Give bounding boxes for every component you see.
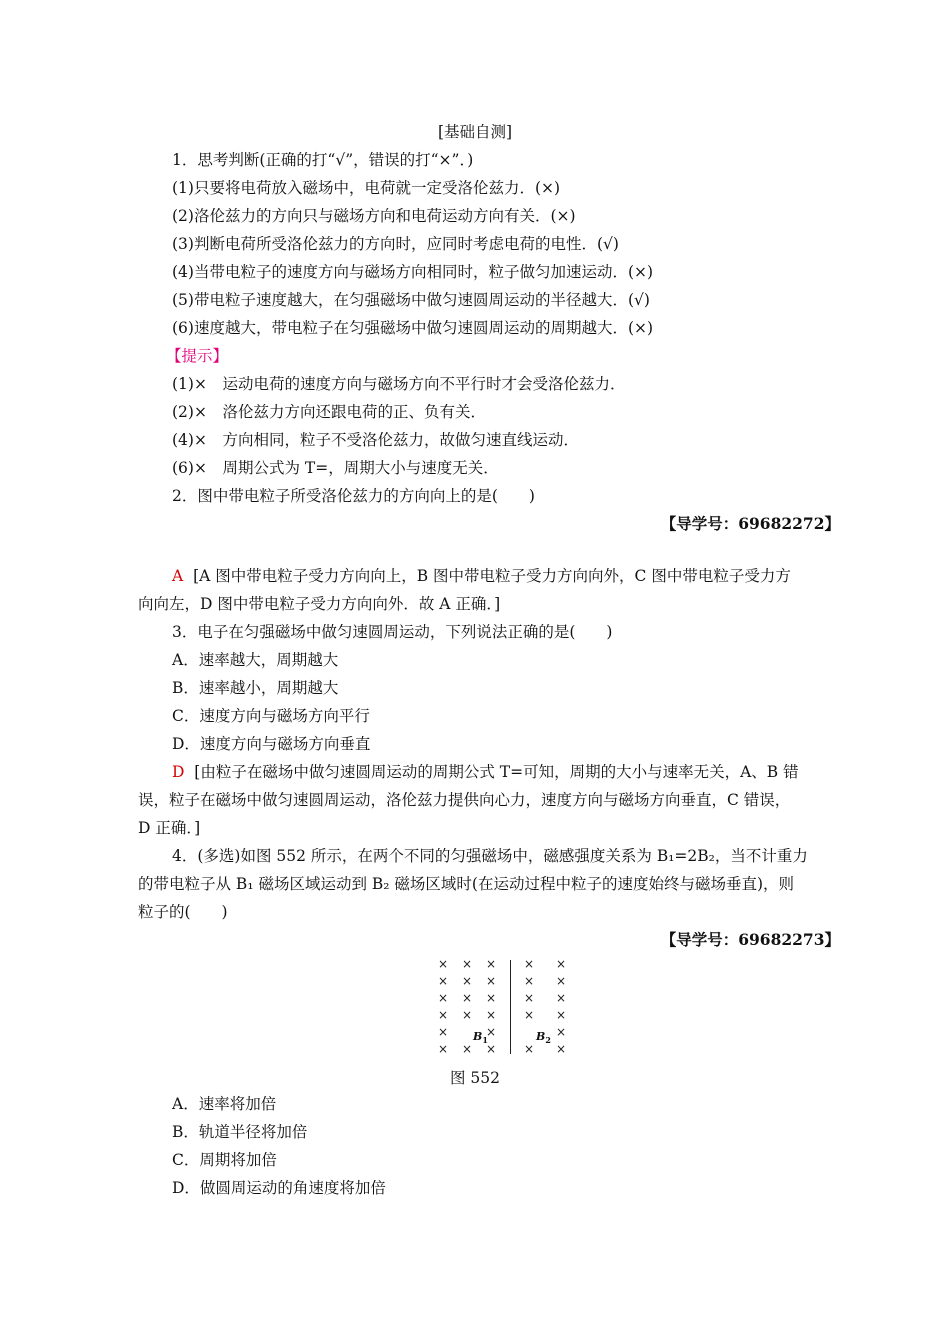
q1-item-4: (4)当带电粒子的速度方向与磁场方向相同时，粒子做匀加速运动．(×): [172, 263, 654, 281]
q3-answer-line-2: 误，粒子在磁场中做匀速圆周运动，洛伦兹力提供向心力，速度方向与磁场方向垂直，C 错误，: [138, 791, 791, 809]
field-cross-b1: ×: [486, 957, 497, 971]
field-cross-b1: ×: [438, 957, 449, 971]
field-cross-b1: ×: [462, 974, 473, 988]
hint-label: 【提示】: [166, 347, 229, 365]
field-cross-b2: ×: [556, 957, 567, 971]
field-cross-b1: ×: [486, 1008, 497, 1022]
field-cross-b1: ×: [438, 1008, 449, 1022]
field-cross-b1: ×: [438, 1025, 449, 1039]
field-b2-label: $B_2$: [536, 1030, 551, 1046]
q3-answer-text-1: [由粒子在磁场中做匀速圆周运动的周期公式 T=可知，周期的大小与速率无关，A、B 错: [194, 763, 799, 781]
q3-answer-letter: D: [172, 763, 185, 781]
hint-2: (2)× 洛伦兹力方向还跟电荷的正、负有关．: [172, 403, 486, 421]
hint-4: (6)× 周期公式为 T=，周期大小与速度无关．: [172, 459, 499, 477]
q2-stem: 2．图中带电粒子所受洛伦兹力的方向向上的是( ): [172, 487, 535, 505]
q1-item-1: (1)只要将电荷放入磁场中，电荷就一定受洛伦兹力．(×): [172, 179, 561, 197]
q3-answer-line-1: [172, 762, 799, 782]
q4-option-c: C．周期将加倍: [172, 1151, 277, 1169]
field-cross-b1: ×: [486, 1042, 497, 1056]
field-cross-b2: ×: [556, 974, 567, 988]
field-cross-b1: ×: [438, 974, 449, 988]
field-cross-b2: ×: [524, 957, 535, 971]
field-cross-b2: ×: [556, 991, 567, 1005]
figure-caption: 图 552: [449, 1069, 500, 1087]
field-cross-b2: ×: [524, 1042, 535, 1056]
q2-answer-line-1: [172, 566, 791, 586]
field-cross-b2: ×: [556, 1025, 567, 1039]
q4-option-d: D．做圆周运动的角速度将加倍: [172, 1179, 386, 1197]
q3-stem: 3．电子在匀强磁场中做匀速圆周运动，下列说法正确的是( ): [172, 623, 613, 641]
field-b1-label: $B_1$: [473, 1030, 488, 1046]
field-cross-b2: ×: [556, 1008, 567, 1022]
field-cross-b1: ×: [462, 957, 473, 971]
q3-option-c: C．速度方向与磁场方向平行: [172, 707, 370, 725]
q1-stem: 1．思考判断(正确的打“√”，错误的打“×”．): [172, 151, 474, 169]
q1-item-2: (2)洛伦兹力的方向只与磁场方向和电荷运动方向有关．(×): [172, 207, 576, 225]
q3-option-d: D．速度方向与磁场方向垂直: [172, 735, 371, 753]
q4-option-a: A．速率将加倍: [172, 1095, 277, 1113]
q4-option-b: B．轨道半径将加倍: [172, 1123, 308, 1141]
q4-stem-line-2: 的带电粒子从 B₁ 磁场区域运动到 B₂ 磁场区域时(在运动过程中粒子的速度始终与磁场垂直)，则: [138, 875, 795, 893]
field-cross-b1: ×: [462, 1008, 473, 1022]
field-cross-b1: ×: [438, 991, 449, 1005]
field-cross-b1: ×: [486, 1025, 497, 1039]
q3-answer-line-3: D 正确．]: [138, 819, 201, 837]
q3-option-b: B．速率越小，周期越大: [172, 679, 339, 697]
q4-guide-number: 【导学号：69682273】: [660, 930, 840, 949]
field-cross-b2: ×: [556, 1042, 567, 1056]
q1-item-6: (6)速度越大，带电粒子在匀强磁场中做匀速圆周运动的周期越大．(×): [172, 319, 654, 337]
q2-answer-letter: A: [172, 567, 184, 585]
q3-option-a: A．速率越大，周期越大: [172, 651, 339, 669]
q4-stem-line-1: 4．(多选)如图 552 所示，在两个不同的匀强磁场中，磁感强度关系为 B₁=2B₂，当不计重力: [172, 847, 808, 865]
field-cross-b1: ×: [462, 991, 473, 1005]
field-cross-b1: ×: [486, 991, 497, 1005]
hint-1: (1)× 运动电荷的速度方向与磁场方向不平行时才会受洛伦兹力．: [172, 375, 626, 393]
field-cross-b1: ×: [438, 1042, 449, 1056]
q1-item-3: (3)判断电荷所受洛伦兹力的方向时，应同时考虑电荷的电性．(√): [172, 235, 619, 253]
field-cross-b2: ×: [524, 991, 535, 1005]
section-title: [基础自测]: [437, 123, 513, 141]
field-cross-b1: ×: [486, 974, 497, 988]
field-cross-b2: ×: [524, 1008, 535, 1022]
q2-answer-line-2: 向向左，D 图中带电粒子受力方向向外．故 A 正确．]: [138, 595, 501, 613]
q4-stem-line-3: 粒子的( ): [138, 903, 228, 921]
field-boundary-line: [510, 960, 511, 1054]
q1-item-5: (5)带电粒子速度越大，在匀强磁场中做匀速圆周运动的半径越大．(√): [172, 291, 650, 309]
hint-3: (4)× 方向相同，粒子不受洛伦兹力，故做匀速直线运动．: [172, 431, 579, 449]
q2-guide-number: 【导学号：69682272】: [660, 514, 840, 533]
q2-answer-text-1: [A 图中带电粒子受力方向向上，B 图中带电粒子受力方向向外，C 图中带电粒子受力方: [193, 567, 791, 585]
field-cross-b1: ×: [462, 1042, 473, 1056]
magnetic-field-figure: [438, 958, 570, 1056]
field-cross-b2: ×: [524, 974, 535, 988]
